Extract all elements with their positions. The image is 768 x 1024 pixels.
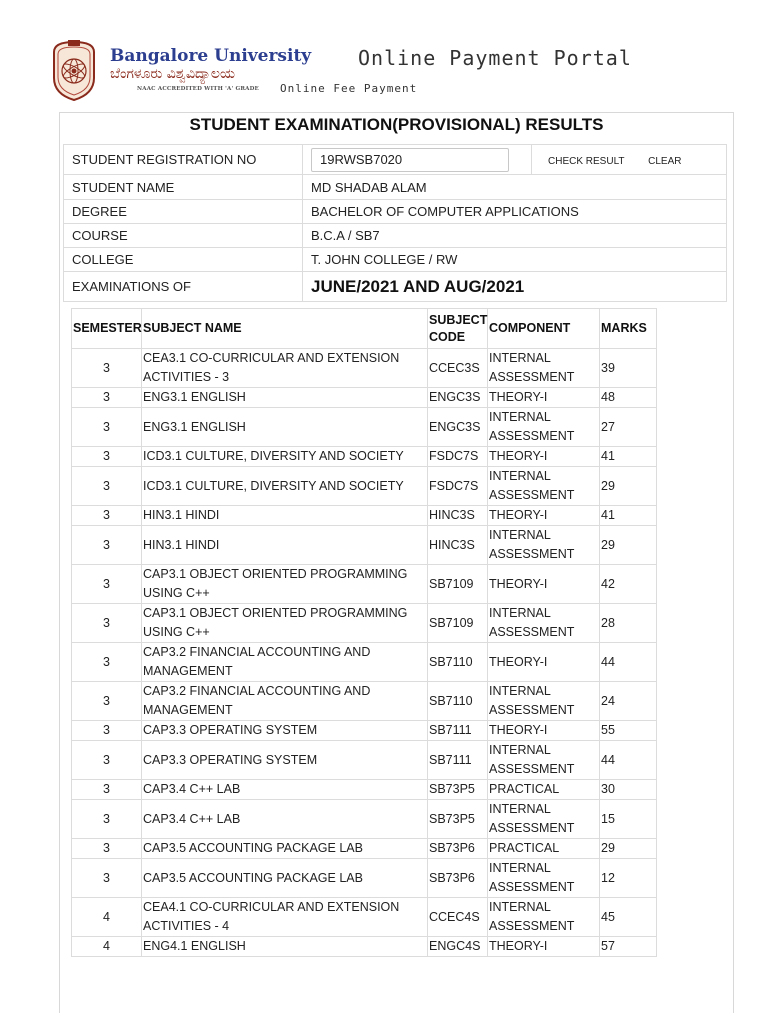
subject-name-cell: CAP3.3 OPERATING SYSTEM	[142, 741, 428, 780]
result-row	[72, 604, 657, 643]
subject-name-cell: ICD3.1 CULTURE, DIVERSITY AND SOCIETY	[142, 467, 428, 506]
result-row	[72, 859, 657, 898]
college-label: COLLEGE	[64, 248, 303, 272]
marks-cell: 57	[600, 937, 657, 957]
component-cell: INTERNAL ASSESSMENT	[488, 604, 600, 643]
university-logo	[46, 38, 102, 102]
subject-code-cell: SB73P5	[428, 780, 488, 800]
semester-cell: 3	[72, 682, 142, 721]
marks-cell: 29	[600, 467, 657, 506]
clear-button[interactable]: CLEAR	[648, 156, 682, 167]
subject-name-cell: CAP3.5 ACCOUNTING PACKAGE LAB	[142, 839, 428, 859]
header-component: COMPONENT	[488, 309, 600, 349]
marks-cell: 55	[600, 721, 657, 741]
semester-cell: 3	[72, 408, 142, 447]
component-cell: PRACTICAL	[488, 839, 600, 859]
accreditation-text: NAAC ACCREDITED WITH 'A' GRADE	[137, 86, 259, 92]
marks-cell: 48	[600, 388, 657, 408]
action-cell	[532, 145, 727, 175]
results-header-row	[72, 309, 657, 349]
result-row	[72, 349, 657, 388]
semester-cell: 3	[72, 643, 142, 682]
university-name: Bangalore University	[110, 46, 312, 66]
subject-code-cell: SB7110	[428, 643, 488, 682]
info-row-course	[64, 224, 727, 248]
component-cell: INTERNAL ASSESSMENT	[488, 526, 600, 565]
course-label: COURSE	[64, 224, 303, 248]
semester-cell: 3	[72, 741, 142, 780]
subject-code-cell: FSDC7S	[428, 447, 488, 467]
subject-code-cell: ENGC3S	[428, 408, 488, 447]
marks-cell: 45	[600, 898, 657, 937]
subject-name-cell: CEA3.1 CO-CURRICULAR AND EXTENSION ACTIVITIES - 3	[142, 349, 428, 388]
subject-code-cell: SB7109	[428, 604, 488, 643]
marks-cell: 42	[600, 565, 657, 604]
student-info-table	[63, 144, 727, 302]
subject-name-cell: CAP3.1 OBJECT ORIENTED PROGRAMMING USING C++	[142, 604, 428, 643]
marks-cell: 12	[600, 859, 657, 898]
subject-code-cell: SB73P6	[428, 839, 488, 859]
result-row	[72, 780, 657, 800]
semester-cell: 3	[72, 447, 142, 467]
semester-cell: 3	[72, 780, 142, 800]
component-cell: INTERNAL ASSESSMENT	[488, 467, 600, 506]
result-row	[72, 898, 657, 937]
result-row	[72, 467, 657, 506]
subject-code-cell: HINC3S	[428, 526, 488, 565]
subject-code-cell: CCEC4S	[428, 898, 488, 937]
result-row	[72, 643, 657, 682]
result-row	[72, 388, 657, 408]
component-cell: INTERNAL ASSESSMENT	[488, 349, 600, 388]
marks-cell: 44	[600, 643, 657, 682]
subject-name-cell: ENG4.1 ENGLISH	[142, 937, 428, 957]
subject-name-cell: CEA4.1 CO-CURRICULAR AND EXTENSION ACTIVITIES - 4	[142, 898, 428, 937]
semester-cell: 4	[72, 898, 142, 937]
subject-name-cell: ENG3.1 ENGLISH	[142, 388, 428, 408]
subject-name-cell: CAP3.2 FINANCIAL ACCOUNTING AND MANAGEMENT	[142, 643, 428, 682]
result-row	[72, 408, 657, 447]
marks-cell: 29	[600, 839, 657, 859]
component-cell: INTERNAL ASSESSMENT	[488, 800, 600, 839]
result-row	[72, 565, 657, 604]
component-cell: THEORY-I	[488, 643, 600, 682]
semester-cell: 3	[72, 349, 142, 388]
results-body	[72, 349, 657, 957]
component-cell: THEORY-I	[488, 447, 600, 467]
marks-cell: 28	[600, 604, 657, 643]
result-row	[72, 682, 657, 721]
semester-cell: 3	[72, 721, 142, 741]
component-cell: THEORY-I	[488, 565, 600, 604]
semester-cell: 4	[72, 937, 142, 957]
exams-label: EXAMINATIONS OF	[64, 272, 303, 302]
subject-name-cell: CAP3.4 C++ LAB	[142, 800, 428, 839]
result-row	[72, 526, 657, 565]
component-cell: THEORY-I	[488, 721, 600, 741]
result-row	[72, 937, 657, 957]
component-cell: THEORY-I	[488, 506, 600, 526]
portal-title: Online Payment Portal	[358, 46, 632, 70]
registration-input[interactable]	[311, 148, 509, 172]
degree-value: BACHELOR OF COMPUTER APPLICATIONS	[303, 200, 727, 224]
subject-name-cell: ICD3.1 CULTURE, DIVERSITY AND SOCIETY	[142, 447, 428, 467]
semester-cell: 3	[72, 467, 142, 506]
semester-cell: 3	[72, 388, 142, 408]
component-cell: PRACTICAL	[488, 780, 600, 800]
component-cell: INTERNAL ASSESSMENT	[488, 898, 600, 937]
info-row-name	[64, 175, 727, 200]
subject-name-cell: ENG3.1 ENGLISH	[142, 408, 428, 447]
subject-code-cell: CCEC3S	[428, 349, 488, 388]
component-cell: INTERNAL ASSESSMENT	[488, 408, 600, 447]
subject-code-cell: ENGC3S	[428, 388, 488, 408]
result-row	[72, 721, 657, 741]
semester-cell: 3	[72, 859, 142, 898]
result-row	[72, 741, 657, 780]
marks-cell: 41	[600, 447, 657, 467]
marks-cell: 44	[600, 741, 657, 780]
semester-cell: 3	[72, 839, 142, 859]
exams-value	[303, 272, 727, 302]
college-value: T. JOHN COLLEGE / RW	[303, 248, 727, 272]
subject-code-cell: SB73P6	[428, 859, 488, 898]
reg-input-cell	[303, 145, 532, 175]
semester-cell: 3	[72, 604, 142, 643]
subject-name-cell: CAP3.3 OPERATING SYSTEM	[142, 721, 428, 741]
component-cell: INTERNAL ASSESSMENT	[488, 741, 600, 780]
portal-subtitle: Online Fee Payment	[280, 82, 418, 95]
name-value: MD SHADAB ALAM	[303, 175, 727, 200]
result-row	[72, 506, 657, 526]
reg-label: STUDENT REGISTRATION NO	[64, 145, 303, 175]
marks-cell: 29	[600, 526, 657, 565]
name-label: STUDENT NAME	[64, 175, 303, 200]
component-cell: THEORY-I	[488, 388, 600, 408]
header-subject-name: SUBJECT NAME	[142, 309, 428, 349]
semester-cell: 3	[72, 506, 142, 526]
subject-code-cell: SB7111	[428, 721, 488, 741]
check-result-button[interactable]: CHECK RESULT	[548, 156, 625, 167]
component-cell: THEORY-I	[488, 937, 600, 957]
subject-code-cell: SB7109	[428, 565, 488, 604]
degree-label: DEGREE	[64, 200, 303, 224]
info-row-college	[64, 248, 727, 272]
component-cell: INTERNAL ASSESSMENT	[488, 859, 600, 898]
marks-cell: 39	[600, 349, 657, 388]
result-row	[72, 800, 657, 839]
semester-cell: 3	[72, 565, 142, 604]
subject-code-cell: SB73P5	[428, 800, 488, 839]
subject-name-cell: CAP3.1 OBJECT ORIENTED PROGRAMMING USING C++	[142, 565, 428, 604]
result-row	[72, 839, 657, 859]
exams-value-text: JUNE/2021 AND AUG/2021	[311, 276, 525, 296]
header-subject-code: SUBJECT CODE	[428, 309, 488, 349]
university-name-kannada: ಬೆಂಗಳೂರು ವಿಶ್ವವಿದ್ಯಾಲಯ	[110, 66, 235, 82]
info-row-registration	[64, 145, 727, 175]
semester-cell: 3	[72, 800, 142, 839]
subject-code-cell: SB7111	[428, 741, 488, 780]
header-marks: MARKS	[600, 309, 657, 349]
header-semester: SEMESTER	[72, 309, 142, 349]
subject-code-cell: FSDC7S	[428, 467, 488, 506]
component-cell: INTERNAL ASSESSMENT	[488, 682, 600, 721]
course-value: B.C.A / SB7	[303, 224, 727, 248]
subject-code-cell: ENGC4S	[428, 937, 488, 957]
subject-name-cell: HIN3.1 HINDI	[142, 506, 428, 526]
results-table	[71, 308, 657, 957]
subject-name-cell: CAP3.4 C++ LAB	[142, 780, 428, 800]
marks-cell: 15	[600, 800, 657, 839]
semester-cell: 3	[72, 526, 142, 565]
result-row	[72, 447, 657, 467]
info-row-exams	[64, 272, 727, 302]
panel-title: STUDENT EXAMINATION(PROVISIONAL) RESULTS	[189, 115, 604, 134]
subject-code-cell: HINC3S	[428, 506, 488, 526]
info-row-degree	[64, 200, 727, 224]
subject-name-cell: HIN3.1 HINDI	[142, 526, 428, 565]
subject-name-cell: CAP3.2 FINANCIAL ACCOUNTING AND MANAGEMENT	[142, 682, 428, 721]
marks-cell: 27	[600, 408, 657, 447]
marks-cell: 41	[600, 506, 657, 526]
subject-name-cell: CAP3.5 ACCOUNTING PACKAGE LAB	[142, 859, 428, 898]
marks-cell: 24	[600, 682, 657, 721]
subject-code-cell: SB7110	[428, 682, 488, 721]
marks-cell: 30	[600, 780, 657, 800]
